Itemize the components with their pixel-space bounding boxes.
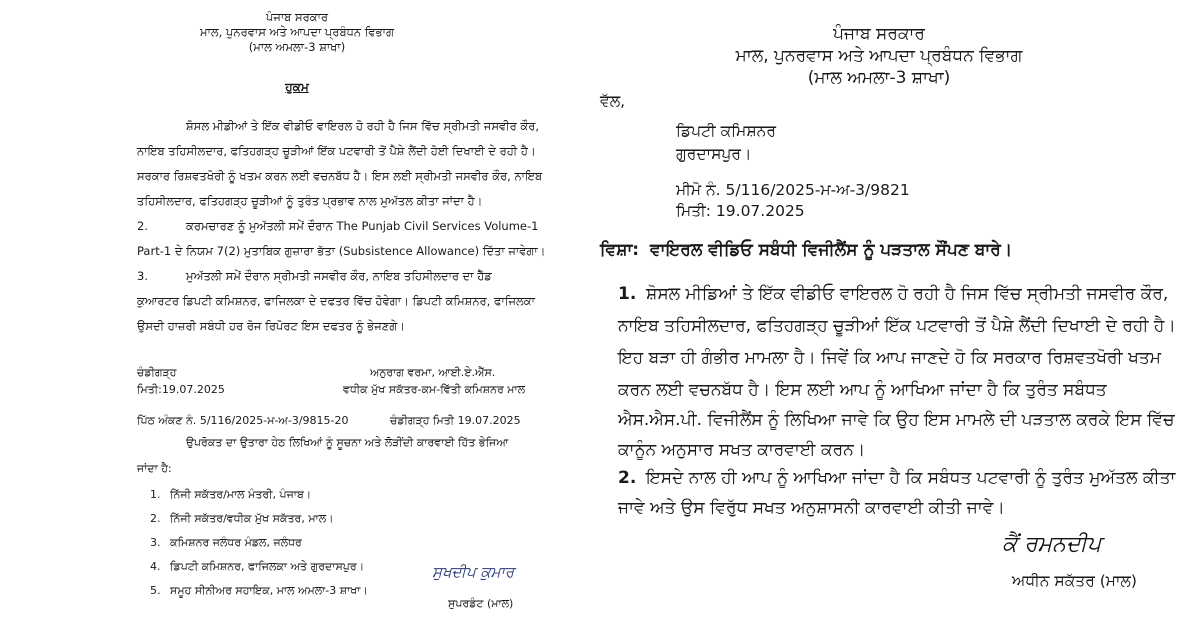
order-para1-line3: ਸਰਕਾਰ ਰਿਸ਼ਵਤਖੋਰੀ ਨੂੰ ਖਤਮ ਕਰਨ ਲਈ ਵਚਨਬੱਧ ਹੈ। ਇਸ ਲਈ ਸ੍ਰੀਮਤੀ ਜਸਵੀਰ ਕੌਰ, ਨਾਇਬ	[137, 169, 543, 183]
memo-para1-line5: ਐਸ.ਐਸ.ਪੀ. ਵਿਜੀਲੈਂਸ ਨੂੰ ਲਿਖਿਆ ਜਾਵੇ ਕਿ ਉਹ ਇਸ ਮਾਮਲੇ ਦੀ ਪੜਤਾਲ ਕਰਕੇ ਇਸ ਵਿੱਚ	[618, 410, 1175, 430]
order-title: ਹੁਕਮ	[285, 80, 309, 94]
order-para2-line1: ਕਰਮਚਾਰਣ ਨੂੰ ਮੁਅੱਤਲੀ ਸਮੇਂ ਦੌਰਾਨ The Punjab Civil Services Volume-1	[186, 219, 539, 233]
recipient-item: ਨਿੱਜੀ ਸਕੱਤਰ/ਵਧੀਕ ਮੁੱਖ ਸਕੱਤਰ, ਮਾਲ।	[170, 512, 334, 525]
under-secretary-signature: ਕੈਂ ਰਮਨਦੀਪ	[1002, 532, 1102, 557]
memo-para2-number: 2.	[618, 468, 637, 488]
recipient-number: 2.	[150, 512, 161, 525]
memo-date: ਮਿਤੀ: 19.07.2025	[676, 202, 805, 220]
memo-para1-line2: ਨਾਇਬ ਤਹਿਸੀਲਦਾਰ, ਫਤਿਹਗੜ੍ਹ ਚੂੜੀਆਂ ਇੱਕ ਪਟਵਾਰੀ ਤੋਂ ਪੈਸ਼ੇ ਲੈਂਦੀ ਦਿਖਾਈ ਦੇ ਰਹੀ ਹੈ।	[618, 316, 1176, 336]
right-header-line2: ਮਾਲ, ਪੁਨਰਵਾਸ ਅਤੇ ਆਪਦਾ ਪ੍ਰਬੰਧਨ ਵਿਭਾਗ	[735, 46, 1023, 66]
memo-para2-line1: ਇਸਦੇ ਨਾਲ ਹੀ ਆਪ ਨੂੰ ਆਖਿਆ ਜਾਂਦਾ ਹੈ ਕਿ ਸਬੰਧਤ ਪਟਵਾਰੀ ਨੂੰ ਤੁਰੰਤ ਮੁਅੱਤਲ ਕੀਤਾ	[646, 468, 1176, 488]
order-para3-line1: ਮੁਅੱਤਲੀ ਸਮੇਂ ਦੌਰਾਨ ਸ੍ਰੀਮਤੀ ਜਸਵੀਰ ਕੌਰ, ਨਾਇਬ ਤਹਿਸੀਲਦਾਰ ਦਾ ਹੈੱਡ	[186, 269, 492, 283]
order-date: ਮਿਤੀ:19.07.2025	[137, 383, 225, 396]
recipient-number: 5.	[150, 584, 161, 597]
memo-para1-line6: ਕਾਨੂੰਨ ਅਨੁਸਾਰ ਸਖਤ ਕਾਰਵਾਈ ਕਰਨ।	[618, 440, 866, 460]
recipient-number: 3.	[150, 536, 161, 549]
recipient-number: 1.	[150, 488, 161, 501]
left-header-line2: ਮਾਲ, ਪੁਨਰਵਾਸ ਅਤੇ ਆਪਦਾ ਪ੍ਰਬੰਧਨ ਵਿਭਾਗ	[200, 25, 394, 39]
officer-name: ਅਨੁਰਾਗ ਵਰਮਾ, ਆਈ.ਏ.ਐੱਸ.	[370, 366, 496, 379]
memo-para1-line4: ਕਰਨ ਲਈ ਵਚਨਬੱਧ ਹੈ। ਇਸ ਲਈ ਆਪ ਨੂੰ ਆਖਿਆ ਜਾਂਦਾ ਹੈ ਕਿ ਤੁਰੰਤ ਸਬੰਧਤ	[618, 380, 1107, 400]
officer-title: ਵਧੀਕ ਮੁੱਖ ਸਕੱਤਰ-ਕਮ-ਵਿੱਤੀ ਕਮਿਸ਼ਨਰ ਮਾਲ	[343, 383, 526, 396]
order-para1-line4: ਤਹਿਸੀਲਦਾਰ, ਫਤਿਹਗੜ੍ਹ ਚੂੜੀਆਂ ਨੂੰ ਤੁਰੰਤ ਪ੍ਰਭਾਵ ਨਾਲ ਮੁਅੱਤਲ ਕੀਤਾ ਜਾਂਦਾ ਹੈ।	[137, 194, 483, 208]
order-para3-line2: ਕੁਆਰਟਰ ਡਿਪਟੀ ਕਮਿਸ਼ਨਰ, ਫਾਜਿਲਕਾ ਦੇ ਦਫਤਰ ਵਿੱਚ ਹੋਵੇਗਾ। ਡਿਪਟੀ ਕਮਿਸ਼ਨਰ, ਫਾਜਿਲਕਾ	[137, 294, 535, 308]
order-para1-line1: ਸ਼ੋਸਲ ਮੀਡੀਆਂ ਤੇ ਇੱਕ ਵੀਡੀਓ ਵਾਇਰਲ ਹੋ ਰਹੀ ਹੈ ਜਿਸ ਵਿੱਚ ਸ੍ਰੀਮਤੀ ਜਸਵੀਰ ਕੌਰ,	[186, 119, 540, 133]
right-header-line3: (ਮਾਲ ਅਮਲਾ-3 ਸ਼ਾਖਾ)	[807, 68, 951, 88]
memo-para1-line3: ਇਹ ਬੜਾ ਹੀ ਗੰਭੀਰ ਮਾਮਲਾ ਹੈ। ਜਿਵੇਂ ਕਿ ਆਪ ਜਾਣਦੇ ਹੋ ਕਿ ਸਰਕਾਰ ਰਿਸ਼ਵਤਖੋਰੀ ਖਤਮ	[618, 348, 1161, 368]
endorsement-number: ਪਿੱਠ ਅੰਕਣ ਨੰ. 5/116/2025-ਮ-ਅ-3/9815-20	[137, 414, 349, 427]
order-para1-line2: ਨਾਇਬ ਤਹਿਸੀਲਦਾਰ, ਫਤਿਹਗੜ੍ਹ ਚੂੜੀਆਂ ਇੱਕ ਪਟਵਾਰੀ ਤੋਂ ਪੈਸ਼ੇ ਲੈਂਦੀ ਹੋਈ ਦਿਖਾਈ ਦੇ ਰਹੀ ਹੈ।	[137, 144, 536, 158]
order-document	[0, 0, 594, 630]
recipient-item: ਸਮੂਹ ਸੀਨੀਅਰ ਸਹਾਇਕ, ਮਾਲ ਅਮਲਾ-3 ਸ਼ਾਖਾ।	[170, 584, 368, 597]
order-para3-number: 3.	[137, 269, 148, 283]
memo-para1-number: 1.	[618, 284, 637, 304]
subject-label: ਵਿਸ਼ਾ:	[600, 240, 640, 260]
superintendent-title: ਸੁਪਰਡੰਟ (ਮਾਲ)	[448, 597, 514, 610]
endorsement-date: ਚੰਡੀਗੜ੍ਹ ਮਿਤੀ 19.07.2025	[390, 414, 521, 427]
copy-line1: ਉਪਰੋਕਤ ਦਾ ਉਤਾਰਾ ਹੇਠ ਲਿਖਿਆਂ ਨੂੰ ਸੂਚਨਾ ਅਤੇ ਲੋੜੀਂਦੀ ਕਾਰਵਾਈ ਹਿੱਤ ਭੇਜਿਆ	[186, 436, 509, 449]
recipient-item: ਡਿਪਟੀ ਕਮਿਸ਼ਨਰ, ਫਾਜਿਲਕਾ ਅਤੇ ਗੁਰਦਾਸਪੁਰ।	[170, 560, 365, 573]
left-header-line1: ਪੰਜਾਬ ਸਰਕਾਰ	[265, 10, 329, 24]
addressee-line1: ਡਿਪਟੀ ਕਮਿਸ਼ਨਰ	[676, 122, 776, 140]
memo-para1-line1: ਸ਼ੋਸਲ ਮੀਡਿਆਂ ਤੇ ਇੱਕ ਵੀਡੀਓ ਵਾਇਰਲ ਹੋ ਰਹੀ ਹੈ ਜਿਸ ਵਿੱਚ ਸ੍ਰੀਮਤੀ ਜਸਵੀਰ ਕੌਰ,	[646, 284, 1169, 304]
superintendent-signature: ਸੁਖਦੀਪ ਕੁਮਾਰ	[432, 563, 515, 581]
recipient-item: ਨਿੱਜੀ ਸਕੱਤਰ/ਮਾਲ ਮੰਤਰੀ, ਪੰਜਾਬ।	[170, 488, 312, 501]
memo-document	[594, 0, 1200, 630]
addressee-line2: ਗੁਰਦਾਸਪੁਰ।	[676, 145, 752, 163]
copy-line2: ਜਾਂਦਾ ਹੈ:	[137, 462, 172, 475]
subject-text: ਵਾਇਰਲ ਵੀਡਿਓ ਸਬੰਧੀ ਵਿਜੀਲੈਂਸ ਨੂੰ ਪੜਤਾਲ ਸੌਂਪਣ ਬਾਰੇ।	[650, 240, 1013, 260]
under-secretary-title: ਅਧੀਨ ਸਕੱਤਰ (ਮਾਲ)	[1012, 572, 1137, 590]
recipient-item: ਕਮਿਸ਼ਨਰ ਜਲੰਧਰ ਮੰਡਲ, ਜਲੰਧਰ	[170, 536, 302, 549]
recipient-number: 4.	[150, 560, 161, 573]
order-para2-line2: Part-1 ਦੇ ਨਿਯਮ 7(2) ਮੁਤਾਬਿਕ ਗੁਜ਼ਾਰਾ ਭੱਤਾ (Subsistence Allowance) ਦਿੱਤਾ ਜਾਵੇਗਾ।	[137, 244, 546, 258]
order-place: ਚੰਡੀਗੜ੍ਹ	[137, 366, 177, 379]
right-header-line1: ਪੰਜਾਬ ਸਰਕਾਰ	[833, 24, 925, 44]
memo-number: ਮੀਮੋ ਨੰ. 5/116/2025-ਮ-ਅ-3/9821	[676, 181, 910, 199]
order-para2-number: 2.	[137, 219, 148, 233]
memo-para2-line2: ਜਾਵੇ ਅਤੇ ਉਸ ਵਿਰੁੱਧ ਸਖਤ ਅਨੁਸ਼ਾਸਨੀ ਕਾਰਵਾਈ ਕੀਤੀ ਜਾਵੇ।	[618, 498, 1005, 518]
to-label: ਵੱਲ,	[600, 92, 626, 110]
left-header-line3: (ਮਾਲ ਅਮਲਾ-3 ਸ਼ਾਖਾ)	[248, 40, 346, 54]
order-para3-line3: ਉਸਦੀ ਹਾਜ਼ਰੀ ਸਬੰਧੀ ਹਰ ਰੋਜ ਰਿਪੋਰਟ ਇਸ ਦਫਤਰ ਨੂੰ ਭੇਜਣਗੇ।	[137, 319, 406, 333]
